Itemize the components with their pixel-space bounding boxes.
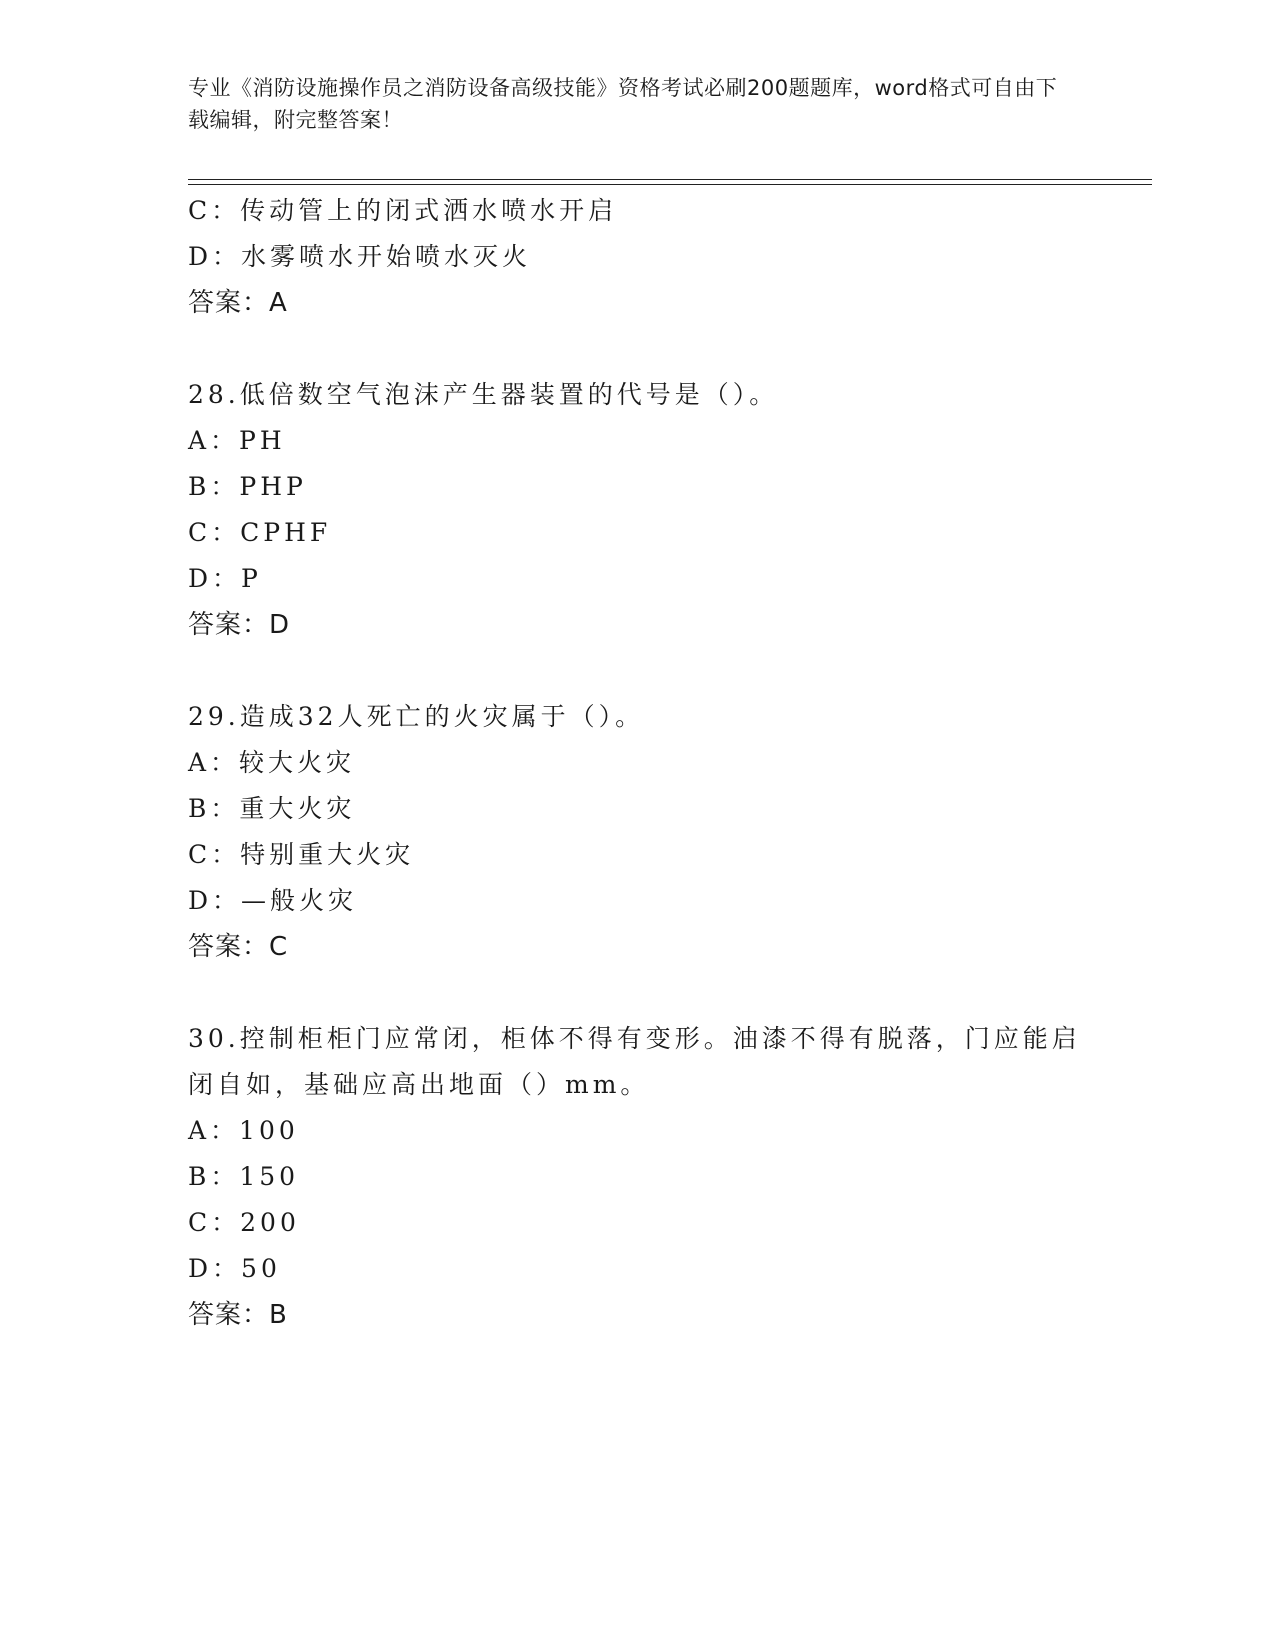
option-b: B：重大火灾 [188,794,356,823]
option-d: D：P [188,564,262,593]
question-29 [188,694,1088,970]
question-stem: 28.低倍数空气泡沫产生器装置的代号是（）。 [188,380,779,409]
option-d: D：—般火灾 [188,886,358,915]
answer: 答案：D [188,610,291,640]
option-c: C：200 [188,1208,300,1237]
question-stem-line-1: 30.控制柜柜门应常闭，柜体不得有变形。油漆不得有脱落，门应能启 [188,1024,1081,1053]
option-c: C：特别重大火灾 [188,840,415,869]
answer: 答案：A [188,288,288,318]
header-divider-top [188,179,1152,180]
question-28 [188,372,1088,648]
answer: 答案：C [188,932,289,962]
option-d: D：50 [188,1254,281,1283]
option-c: C：传动管上的闭式洒水喷水开启 [188,196,618,225]
question-stem-line-2: 闭自如，基础应高出地面（）mm。 [188,1070,650,1099]
header-divider-bottom [188,184,1152,185]
question-list [188,188,1088,1338]
document-header: 专业《消防设施操作员之消防设备高级技能》资格考试必刷200题题库，word格式可自由下载编辑，附完整答案！ [188,76,1058,132]
option-a: A：100 [188,1116,299,1145]
question-27-tail [188,188,1088,326]
spacer [188,648,1088,694]
option-c: C：CPHF [188,518,332,547]
spacer [188,326,1088,372]
spacer [188,970,1088,1016]
option-d: D：水雾喷水开始喷水灭火 [188,242,532,271]
option-b: B：PHP [188,472,307,501]
option-a: A：PH [188,426,286,455]
question-30 [188,1016,1088,1338]
answer: 答案：B [188,1300,288,1330]
question-stem: 29.造成32人死亡的火灾属于（）。 [188,702,645,731]
option-b: B：150 [188,1162,300,1191]
option-a: A：较大火灾 [188,748,356,777]
